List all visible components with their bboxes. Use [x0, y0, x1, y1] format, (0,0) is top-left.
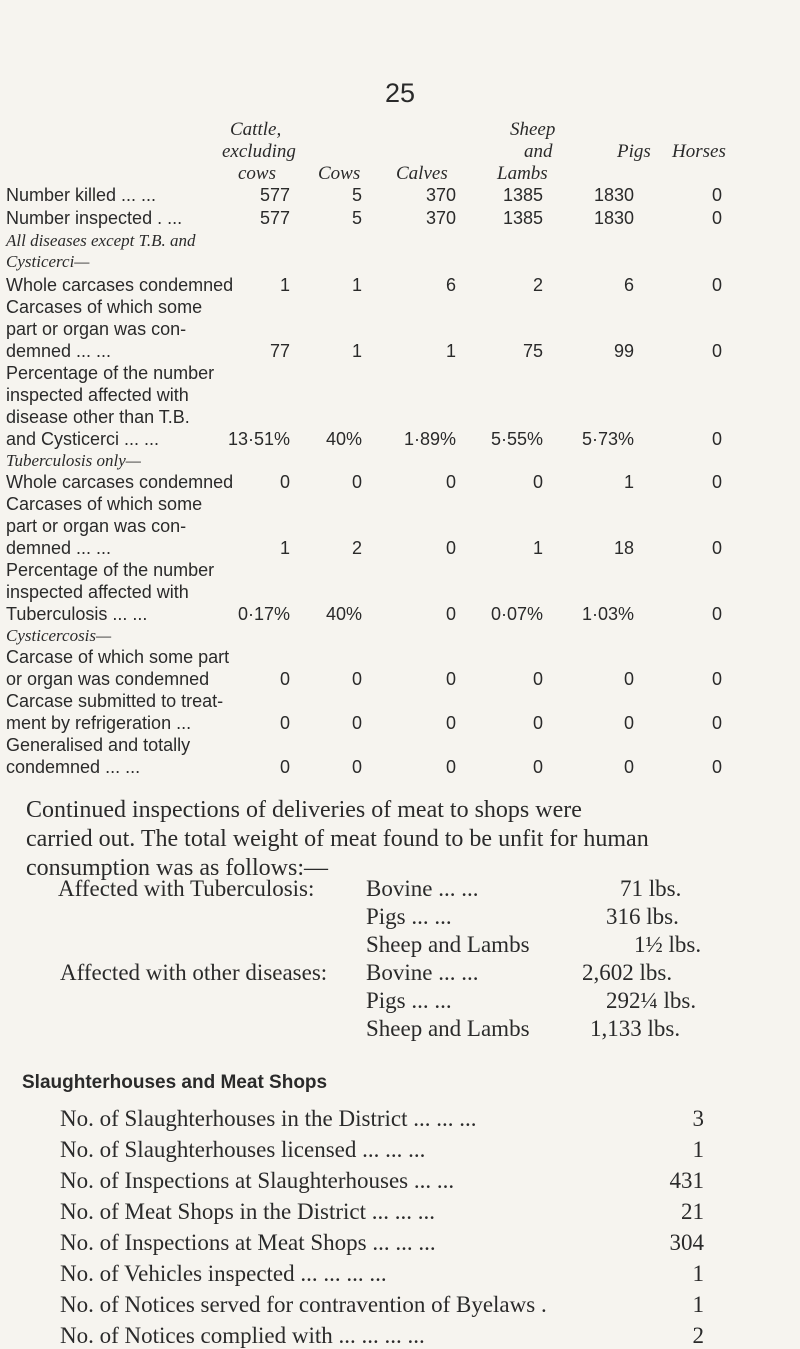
table-cell-cy-ref-calves: 0	[445, 713, 456, 733]
row-label-part-condemned-2: part or organ was con-	[6, 319, 187, 339]
row-label-pct-4: and Cysticerci ... ...	[6, 429, 160, 449]
unfit-animal: Sheep and Lambs	[366, 1016, 530, 1041]
row-label-pct-2: inspected affected with	[6, 385, 189, 405]
table-cell-tb-part-pigs: 18	[613, 538, 634, 558]
unfit-animal: Bovine ... ...	[366, 876, 479, 901]
table-cell-number-killed-calves: 370	[425, 185, 456, 205]
table-cell-cy-ref-pigs: 0	[623, 713, 634, 733]
table-cell-cy-gen-sheep: 0	[532, 757, 543, 777]
table-cell-cy-gen-pigs: 0	[623, 757, 634, 777]
unfit-tb-label: Affected with Tuberculosis:	[58, 876, 315, 901]
row-label-tb-part-2: part or organ was con-	[6, 516, 187, 536]
table-cell-part-condemned-calves: 1	[445, 341, 456, 361]
col-header-sheep-line3: Lambs	[497, 163, 548, 184]
table-cell-cy-gen-calves: 0	[445, 757, 456, 777]
col-header-calves: Calves	[396, 163, 448, 184]
table-cell-cy-gen-cattle: 0	[279, 757, 290, 777]
row-label-pct-3: disease other than T.B.	[6, 407, 190, 427]
table-cell-number-killed-sheep: 1385	[502, 185, 543, 205]
stat-label: No. of Notices served for contravention of Byelaws .	[60, 1292, 547, 1317]
table-cell-part-condemned-pigs: 99	[613, 341, 634, 361]
stat-value: 1	[692, 1261, 704, 1286]
table-cell-tb-whole-pigs: 1	[623, 472, 634, 492]
table-cell-pct-calves: 1·89%	[403, 429, 456, 449]
table-cell-cy-part-calves: 0	[445, 669, 456, 689]
col-header-horses: Horses	[672, 141, 726, 162]
table-cell-whole-condemned-horses: 0	[711, 275, 722, 295]
table-cell-tb-part-cows: 2	[351, 538, 362, 558]
stat-value: 1	[692, 1292, 704, 1317]
stat-label: No. of Inspections at Meat Shops ... ... ...	[60, 1230, 436, 1255]
unfit-weight: 2,602 lbs.	[582, 960, 673, 985]
row-label-part-condemned-3: demned ... ...	[6, 341, 112, 361]
unfit-animal: Pigs ... ...	[366, 904, 452, 929]
table-cell-number-inspected-horses: 0	[711, 208, 722, 228]
table-cell-number-killed-horses: 0	[711, 185, 722, 205]
col-header-cattle-line2: excluding	[222, 141, 296, 162]
col-header-cows: Cows	[318, 163, 361, 184]
row-label-number-killed: Number killed ... ...	[6, 185, 157, 205]
table-cell-cy-ref-cattle: 0	[279, 713, 290, 733]
row-label-cy-ref-1: Carcase submitted to treat-	[6, 691, 224, 711]
row-label-cy-gen-2: condemned ... ...	[6, 757, 141, 777]
stat-value: 1	[692, 1137, 704, 1162]
table-cell-whole-condemned-cattle: 1	[279, 275, 290, 295]
table-cell-tb-pct-cattle: 0·17%	[237, 604, 290, 624]
row-label-number-inspected: Number inspected . ...	[6, 208, 183, 228]
stat-label: No. of Notices complied with ... ... ... ...	[60, 1323, 425, 1348]
table-cell-tb-whole-cattle: 0	[279, 472, 290, 492]
table-cell-pct-cows: 40%	[325, 429, 362, 449]
table-cell-tb-part-calves: 0	[445, 538, 456, 558]
col-header-pigs: Pigs	[617, 141, 651, 162]
row-label-whole-condemned: Whole carcases condemned	[6, 275, 234, 295]
table-cell-tb-whole-calves: 0	[445, 472, 456, 492]
unfit-animal: Bovine ... ...	[366, 960, 479, 985]
table-cell-tb-pct-horses: 0	[711, 604, 722, 624]
table-cell-cy-gen-cows: 0	[351, 757, 362, 777]
table-cell-tb-whole-sheep: 0	[532, 472, 543, 492]
table-cell-tb-whole-cows: 0	[351, 472, 362, 492]
table-cell-number-inspected-pigs: 1830	[593, 208, 634, 228]
stat-value: 3	[692, 1106, 704, 1131]
table-cell-number-inspected-cows: 5	[351, 208, 362, 228]
table-cell-tb-pct-calves: 0	[445, 604, 456, 624]
table-cell-cy-part-horses: 0	[711, 669, 722, 689]
table-cell-number-killed-cattle: 577	[259, 185, 290, 205]
table-cell-number-killed-pigs: 1830	[593, 185, 634, 205]
col-header-cattle-line1: Cattle,	[230, 119, 282, 140]
section-title: Slaughterhouses and Meat Shops	[22, 1072, 328, 1093]
stat-label: No. of Vehicles inspected ... ... ... ...	[60, 1261, 387, 1286]
col-header-sheep-line2: and	[524, 141, 553, 162]
table-cell-pct-pigs: 5·73%	[581, 429, 634, 449]
unfit-weight: 292¼ lbs.	[606, 988, 697, 1013]
col-header-sheep-line1: Sheep	[510, 119, 556, 140]
stat-value: 2	[692, 1323, 704, 1348]
section-label-tuberculosis: Tuberculosis only—	[6, 451, 141, 470]
paragraph-line: consumption was as follows:—	[26, 855, 328, 881]
stat-label: No. of Slaughterhouses licensed ... ... ...	[60, 1137, 426, 1162]
section-label-cysticercosis: Cysticercosis—	[6, 626, 112, 645]
table-cell-pct-horses: 0	[711, 429, 722, 449]
table-cell-whole-condemned-sheep: 2	[532, 275, 543, 295]
table-cell-tb-pct-sheep: 0·07%	[490, 604, 543, 624]
row-label-cy-ref-2: ment by refrigeration ...	[6, 713, 192, 733]
row-label-cy-gen-1: Generalised and totally	[6, 735, 191, 755]
table-cell-number-killed-cows: 5	[351, 185, 362, 205]
table-cell-cy-part-cattle: 0	[279, 669, 290, 689]
row-label-tb-part-1: Carcases of which some	[6, 494, 203, 514]
row-label-tb-whole: Whole carcases condemned	[6, 472, 234, 492]
table-cell-cy-part-cows: 0	[351, 669, 362, 689]
col-header-cattle-line3: cows	[238, 163, 276, 184]
stat-value: 21	[681, 1199, 704, 1224]
table-cell-part-condemned-cows: 1	[351, 341, 362, 361]
table-cell-cy-part-sheep: 0	[532, 669, 543, 689]
table-cell-tb-part-cattle: 1	[279, 538, 290, 558]
table-cell-tb-whole-horses: 0	[711, 472, 722, 492]
row-label-cy-part-2: or organ was condemned	[6, 669, 210, 689]
stat-value: 304	[669, 1230, 704, 1255]
unfit-weight: 316 lbs.	[606, 904, 679, 929]
unfit-animal: Pigs ... ...	[366, 988, 452, 1013]
unfit-animal: Sheep and Lambs	[366, 932, 530, 957]
table-cell-whole-condemned-pigs: 6	[623, 275, 634, 295]
table-cell-cy-ref-horses: 0	[711, 713, 722, 733]
table-cell-part-condemned-horses: 0	[711, 341, 722, 361]
table-cell-pct-cattle: 13·51%	[227, 429, 290, 449]
section-label-all-diseases: All diseases except T.B. and	[6, 231, 196, 250]
table-cell-cy-ref-cows: 0	[351, 713, 362, 733]
row-label-tb-pct-2: inspected affected with	[6, 582, 189, 602]
body-paragraph	[26, 796, 726, 883]
table-cell-cy-ref-sheep: 0	[532, 713, 543, 733]
paragraph-line: carried out. The total weight of meat found to be unfit for human	[26, 826, 649, 852]
table-cell-whole-condemned-calves: 6	[445, 275, 456, 295]
table-cell-tb-pct-cows: 40%	[325, 604, 362, 624]
table-cell-pct-sheep: 5·55%	[490, 429, 543, 449]
section-label-all-diseases-cont: Cysticerci—	[6, 252, 90, 271]
row-label-tb-part-3: demned ... ...	[6, 538, 112, 558]
page-number: 25	[384, 78, 416, 108]
table-cell-tb-part-sheep: 1	[532, 538, 543, 558]
table-cell-cy-gen-horses: 0	[711, 757, 722, 777]
paragraph-line: Continued inspections of deliveries of meat to shops were	[26, 797, 582, 823]
table-cell-part-condemned-cattle: 77	[269, 341, 290, 361]
stat-label: No. of Inspections at Slaughterhouses ... ...	[60, 1168, 455, 1193]
unfit-weight: 1,133 lbs.	[590, 1016, 681, 1041]
stat-label: No. of Slaughterhouses in the District ... ... ...	[60, 1106, 477, 1131]
row-label-tb-pct-1: Percentage of the number	[6, 560, 215, 580]
table-cell-cy-part-pigs: 0	[623, 669, 634, 689]
stat-value: 431	[669, 1168, 704, 1193]
unfit-other-label: Affected with other diseases:	[60, 960, 328, 985]
row-label-pct-1: Percentage of the number	[6, 363, 215, 383]
table-cell-part-condemned-sheep: 75	[522, 341, 543, 361]
row-label-cy-part-1: Carcase of which some part	[6, 647, 230, 667]
table-cell-whole-condemned-cows: 1	[351, 275, 362, 295]
table-cell-number-inspected-sheep: 1385	[502, 208, 543, 228]
table-cell-tb-part-horses: 0	[711, 538, 722, 558]
row-label-part-condemned-1: Carcases of which some	[6, 297, 203, 317]
table-cell-number-inspected-calves: 370	[425, 208, 456, 228]
stat-label: No. of Meat Shops in the District ... ... ...	[60, 1199, 435, 1224]
table-cell-tb-pct-pigs: 1·03%	[581, 604, 634, 624]
unfit-weight: 1½ lbs.	[634, 932, 702, 957]
table-cell-number-inspected-cattle: 577	[259, 208, 290, 228]
unfit-weight: 71 lbs.	[620, 876, 682, 901]
row-label-tb-pct-3: Tuberculosis ... ...	[6, 604, 148, 624]
